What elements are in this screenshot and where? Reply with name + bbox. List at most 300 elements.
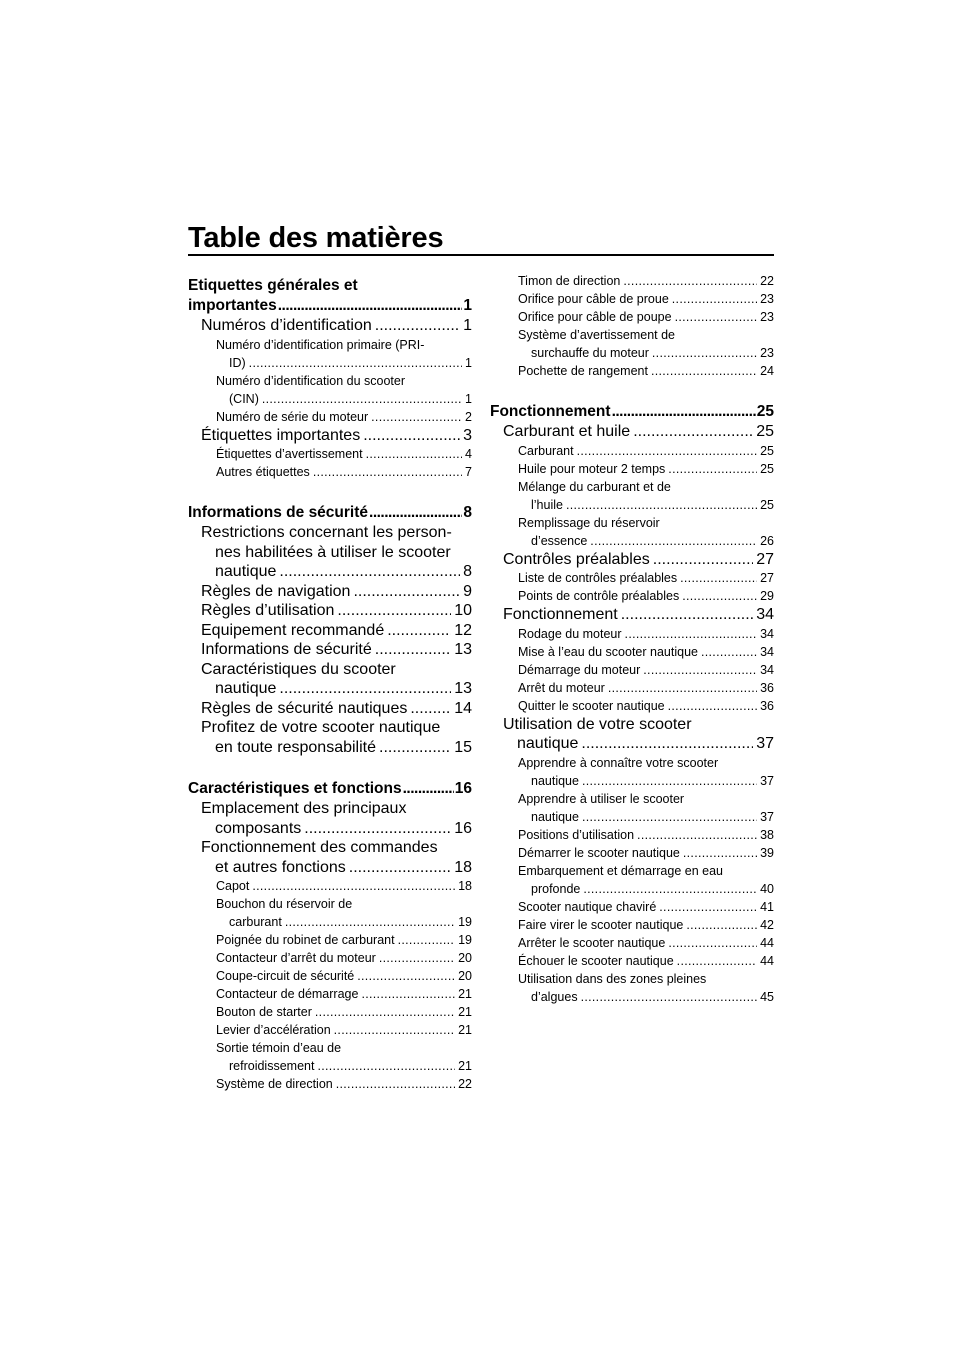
toc-entry-row [518, 880, 774, 898]
toc-subsection[interactable] [490, 272, 774, 290]
toc-entry-row [216, 1057, 472, 1075]
page-number: 21 [458, 1023, 472, 1037]
page-number: 25 [760, 497, 774, 512]
page-number: 15 [454, 738, 472, 756]
page-number: 25 [760, 443, 774, 458]
toc-entry-row [518, 272, 774, 290]
toc-subsection[interactable] [188, 445, 472, 463]
toc-entry-row [503, 422, 774, 442]
page-number: 21 [458, 1005, 472, 1019]
toc-entry-title-line: Bouchon du réservoir de [216, 897, 353, 911]
toc-entry-row [188, 779, 472, 799]
toc-entry-row [216, 408, 472, 426]
toc-subsection[interactable] [490, 862, 774, 898]
dot-leader [363, 426, 460, 446]
toc-subsection[interactable] [490, 569, 774, 587]
toc-column-right [490, 272, 774, 1006]
dot-leader [686, 916, 757, 934]
page-number: 34 [756, 606, 774, 623]
dot-leader [387, 621, 451, 641]
toc-subsection[interactable] [188, 985, 472, 1003]
toc-subsection[interactable] [188, 1021, 472, 1039]
dot-leader [566, 496, 757, 514]
toc-entry-title: nautique [215, 680, 277, 697]
dot-leader [590, 532, 757, 550]
toc-subsection[interactable] [490, 790, 774, 826]
toc-entry-row [518, 290, 774, 308]
page-number: 8 [463, 504, 472, 521]
toc-entry-title: Arrêt du moteur [518, 680, 605, 695]
dot-leader [262, 390, 462, 408]
toc-chapter[interactable] [188, 503, 472, 523]
toc-section[interactable] [188, 660, 472, 699]
toc-subsection[interactable] [490, 661, 774, 679]
toc-entry-title: profonde [531, 881, 581, 896]
toc-entry-row [518, 625, 774, 643]
toc-entry-title: Liste de contrôles préalables [518, 571, 678, 585]
toc-subsection[interactable] [188, 1075, 472, 1093]
page-number: 29 [760, 589, 774, 603]
page-number: 14 [454, 699, 472, 717]
toc-entry-title: en toute responsabilité [215, 738, 376, 756]
dot-leader [278, 296, 463, 316]
dot-leader [334, 1021, 455, 1039]
toc-section[interactable] [188, 316, 472, 336]
toc-entry-row [216, 390, 472, 408]
dot-leader [581, 988, 758, 1006]
toc-entry-title: Points de contrôle préalables [518, 589, 680, 603]
toc-entry-row [201, 640, 472, 660]
dot-leader [701, 643, 757, 661]
toc-entry-row [518, 344, 774, 362]
toc-entry-title-line: Fonctionnement des commandes [201, 839, 438, 856]
page-number: 3 [463, 426, 472, 444]
toc-entry-title: nautique [531, 809, 579, 824]
toc-subsection[interactable] [188, 372, 472, 408]
toc-entry-title: Numéro de série du moteur [216, 409, 369, 424]
toc-entry-row [518, 460, 774, 478]
toc-entry-title-line: Profitez de votre scooter nautique [201, 719, 441, 736]
toc-section[interactable] [188, 799, 472, 838]
toc-subsection[interactable] [490, 326, 774, 362]
dot-leader [371, 408, 462, 426]
toc-entry-row [216, 931, 472, 949]
toc-entry-title-line: Apprendre à connaître votre scooter [518, 755, 719, 770]
toc-entry-row [201, 601, 472, 621]
toc-entry-title-line: Embarquement et démarrage en eau [518, 863, 723, 878]
dot-leader [680, 569, 757, 587]
toc-section[interactable] [490, 550, 774, 570]
dot-leader [315, 1003, 455, 1021]
page-number: 25 [756, 423, 774, 440]
toc-entry-title: Orifice pour câble de poupe [518, 310, 672, 324]
dot-leader [668, 697, 757, 715]
toc-entry-title: Système de direction [216, 1077, 333, 1091]
page-number: 21 [458, 987, 472, 1001]
page-number: 34 [760, 644, 774, 659]
toc-subsection[interactable] [490, 643, 774, 661]
dot-leader [612, 402, 756, 422]
dot-leader [317, 1057, 455, 1075]
dot-leader [357, 967, 455, 985]
page-number: 44 [760, 953, 774, 968]
toc-subsection[interactable] [188, 967, 472, 985]
page-number: 2 [465, 409, 472, 424]
toc-entry-row [216, 1021, 472, 1039]
dot-leader [366, 445, 462, 463]
toc-entry-title: Positions d’utilisation [518, 827, 635, 842]
toc-subsection[interactable] [490, 290, 774, 308]
page-number: 18 [454, 858, 472, 876]
toc-entry-title: Démarrer le scooter nautique [518, 845, 680, 860]
toc-entry-row [518, 916, 774, 934]
dot-leader [677, 952, 757, 970]
dot-leader [651, 362, 757, 380]
dot-leader [581, 734, 753, 754]
toc-subsection[interactable] [490, 460, 774, 478]
toc-section[interactable] [188, 838, 472, 877]
toc-section[interactable] [188, 699, 472, 719]
toc-entry-row [188, 296, 472, 316]
toc-section[interactable] [188, 601, 472, 621]
toc-entry-title: nautique [531, 773, 579, 788]
toc-entry-row [518, 697, 774, 715]
toc-entry-title: Coupe-circuit de sécurité [216, 969, 355, 983]
toc-entry-row [518, 587, 774, 605]
toc-entry-title: Poignée du robinet de carburant [216, 933, 395, 947]
dot-leader [652, 344, 757, 362]
page-number: 19 [458, 933, 472, 947]
toc-subsection[interactable] [490, 308, 774, 326]
toc-section[interactable] [188, 718, 472, 757]
toc-subsection[interactable] [490, 826, 774, 844]
dot-leader [379, 949, 455, 967]
page-number: 45 [760, 989, 774, 1004]
toc-subsection[interactable] [490, 478, 774, 514]
toc-entry-title: Informations de sécurité [188, 504, 369, 521]
toc-entry-title: Règles de sécurité nautiques [201, 699, 408, 717]
chapter-spacer [490, 380, 774, 402]
toc-subsection[interactable] [188, 1039, 472, 1075]
dot-leader [577, 442, 758, 460]
dot-leader [668, 460, 757, 478]
toc-entry-title: (CIN) [229, 391, 259, 406]
toc-entry-row [518, 496, 774, 514]
toc-entry-title: Démarrage du moteur [518, 662, 641, 677]
page-number: 36 [760, 698, 774, 713]
toc-entry-title: l’huile [531, 497, 563, 512]
toc-subsection[interactable] [490, 970, 774, 1006]
toc-entry-row [518, 826, 774, 844]
toc-entry-row [490, 402, 774, 422]
toc-entry-row [201, 679, 472, 699]
toc-entry-title: Fonctionnement [490, 403, 611, 420]
toc-entry-row [216, 445, 472, 463]
toc-subsection[interactable] [490, 898, 774, 916]
toc-entry-title: composants [215, 819, 302, 837]
toc-chapter[interactable] [188, 276, 472, 316]
toc-entry-title: Contacteur de démarrage [216, 987, 359, 1001]
toc-entry-title: Règles d’utilisation [201, 602, 335, 619]
toc-entry-row [201, 426, 472, 446]
dot-leader [625, 625, 758, 643]
toc-entry-title: Règles de navigation [201, 582, 351, 600]
toc-entry-title: Échouer le scooter nautique [518, 953, 674, 968]
page-number: 36 [760, 680, 774, 695]
toc-entry-title: Caractéristiques et fonctions [188, 780, 402, 797]
title-divider [188, 254, 774, 256]
toc-entry-row [518, 988, 774, 1006]
toc-subsection[interactable] [490, 587, 774, 605]
toc-entry-title: Rodage du moteur [518, 626, 622, 641]
toc-subsection[interactable] [490, 514, 774, 550]
toc-subsection[interactable] [188, 408, 472, 426]
dot-leader [643, 661, 757, 679]
dot-leader [337, 601, 451, 621]
toc-entry-title-line: Système d’avertissement de [518, 328, 676, 342]
page-number: 20 [458, 951, 472, 965]
dot-leader [633, 422, 753, 442]
toc-subsection[interactable] [188, 877, 472, 895]
toc-chapter[interactable] [188, 779, 472, 799]
dot-leader [375, 640, 451, 660]
toc-entry-row [518, 934, 774, 952]
page-number: 38 [760, 827, 774, 842]
page-number: 9 [463, 582, 472, 600]
toc-entry-title: Equipement recommandé [201, 621, 385, 639]
toc-subsection[interactable] [188, 931, 472, 949]
toc-subsection[interactable] [490, 952, 774, 970]
dot-leader [608, 679, 757, 697]
page-number: 8 [463, 563, 472, 580]
dot-leader [637, 826, 757, 844]
toc-subsection[interactable] [188, 895, 472, 931]
page-number: 22 [458, 1077, 472, 1091]
page-number: 34 [760, 626, 774, 641]
page-number: 34 [760, 662, 774, 677]
dot-leader [375, 316, 460, 336]
dot-leader [313, 463, 462, 481]
toc-section[interactable] [188, 523, 472, 582]
page-number: 7 [465, 465, 472, 479]
toc-entry-row [201, 858, 472, 878]
page-number: 23 [760, 346, 774, 360]
toc-entry-row [201, 562, 472, 582]
page-number: 22 [760, 274, 774, 288]
toc-section[interactable] [188, 621, 472, 641]
toc-section[interactable] [490, 422, 774, 442]
toc-entry-row [201, 582, 472, 602]
toc-subsection[interactable] [490, 679, 774, 697]
toc-entry-title: nautique [215, 563, 277, 580]
toc-entry-row [503, 605, 774, 625]
dot-leader [379, 738, 451, 758]
toc-subsection[interactable] [490, 442, 774, 460]
toc-subsection[interactable] [188, 463, 472, 481]
dot-leader [369, 503, 462, 523]
dot-leader [349, 858, 451, 878]
toc-entry-row [216, 967, 472, 985]
toc-entry-row [216, 985, 472, 1003]
page-number: 20 [458, 969, 472, 983]
toc-column-left [188, 276, 472, 1093]
dot-leader [659, 898, 757, 916]
toc-entry-title: Timon de direction [518, 274, 621, 288]
dot-leader [583, 880, 757, 898]
toc-entry-title: carburant [229, 915, 282, 929]
toc-entry-row [518, 898, 774, 916]
toc-entry-title-line: Restrictions concernant les person- [201, 524, 452, 541]
toc-entry-title: Étiquettes d’avertissement [216, 447, 363, 461]
toc-entry-title: Contacteur d’arrêt du moteur [216, 951, 376, 965]
toc-subsection[interactable] [188, 1003, 472, 1021]
toc-entry-row [518, 643, 774, 661]
toc-entry-row [216, 949, 472, 967]
page-number: 27 [760, 571, 774, 585]
toc-section[interactable] [188, 640, 472, 660]
toc-entry-row [201, 316, 472, 336]
toc-entry-row [518, 808, 774, 826]
toc-entry-title-line: Emplacement des principaux [201, 800, 407, 817]
toc-entry-row [216, 1075, 472, 1093]
toc-entry-title: d’essence [531, 533, 588, 548]
toc-entry-title-line: Caractéristiques du scooter [201, 660, 396, 678]
page-number: 18 [458, 879, 472, 893]
toc-entry-row [201, 699, 472, 719]
page-number: 44 [760, 935, 774, 950]
dot-leader [623, 272, 757, 290]
toc-entry-row [518, 844, 774, 862]
chapter-spacer [188, 481, 472, 503]
toc-entry-title-line: Etiquettes générales et [188, 277, 358, 294]
toc-subsection[interactable] [490, 844, 774, 862]
toc-entry-row [201, 819, 472, 839]
toc-subsection[interactable] [490, 916, 774, 934]
page-number: 42 [760, 917, 774, 932]
dot-leader [252, 877, 455, 895]
toc-entry-title-line: Utilisation de votre scooter [503, 715, 692, 733]
dot-leader [336, 1075, 455, 1093]
page-number: 24 [760, 364, 774, 378]
toc-section[interactable] [188, 582, 472, 602]
page-number: 13 [454, 680, 472, 697]
page-number: 21 [458, 1059, 472, 1073]
toc-entry-row [216, 354, 472, 372]
toc-entry-title: Carburant et huile [503, 423, 631, 440]
dot-leader [279, 562, 460, 582]
toc-subsection[interactable] [490, 934, 774, 952]
toc-entry-title-line: Utilisation dans des zones pleines [518, 971, 707, 986]
dot-leader [683, 844, 757, 862]
toc-entry-row [518, 362, 774, 380]
page-number: 25 [760, 461, 774, 476]
page-number: 1 [463, 317, 472, 334]
toc-entry-row [216, 463, 472, 481]
toc-subsection[interactable] [188, 949, 472, 967]
toc-entry-title-line: Numéro d’identification primaire (PRI- [216, 337, 425, 352]
page-number: 41 [760, 899, 774, 914]
page-number: 37 [756, 735, 774, 752]
toc-entry-title: refroidissement [229, 1059, 315, 1073]
toc-entry-row [518, 442, 774, 460]
page-number: 19 [458, 915, 472, 929]
dot-leader [682, 587, 757, 605]
toc-entry-title: Numéros d’identification [201, 317, 372, 334]
toc-entry-row [201, 738, 472, 758]
dot-leader [675, 308, 758, 326]
dot-leader [279, 679, 451, 699]
toc-entry-row [518, 532, 774, 550]
toc-entry-row [518, 569, 774, 587]
toc-subsection[interactable] [188, 336, 472, 372]
toc-entry-row [201, 621, 472, 641]
dot-leader [403, 779, 454, 799]
toc-entry-title: Faire virer le scooter nautique [518, 917, 684, 932]
toc-entry-title: Orifice pour câble de proue [518, 292, 669, 306]
page-number: 23 [760, 310, 774, 324]
toc-entry-title: Contrôles préalables [503, 550, 650, 568]
toc-entry-title: Carburant [518, 443, 574, 458]
toc-entry-row [503, 734, 774, 754]
toc-entry-title-line: nes habilitées à utiliser le scooter [215, 543, 451, 561]
toc-subsection[interactable] [490, 754, 774, 790]
toc-entry-title: Fonctionnement [503, 606, 618, 623]
page-number: 27 [756, 550, 774, 568]
toc-section[interactable] [490, 715, 774, 754]
toc-entry-row [518, 679, 774, 697]
chapter-spacer [188, 757, 472, 779]
toc-entry-row [518, 952, 774, 970]
toc-entry-title: Étiquettes importantes [201, 426, 361, 444]
toc-section[interactable] [188, 426, 472, 446]
toc-section[interactable] [490, 605, 774, 625]
toc-entry-row [518, 308, 774, 326]
page-number: 26 [760, 533, 774, 548]
dot-leader [410, 699, 451, 719]
page-number: 1 [465, 355, 472, 370]
toc-subsection[interactable] [490, 625, 774, 643]
dot-leader [582, 772, 757, 790]
dot-leader [285, 913, 455, 931]
toc-subsection[interactable] [490, 362, 774, 380]
toc-entry-title: Arrêter le scooter nautique [518, 935, 666, 950]
page-title: Table des matières [188, 222, 444, 254]
toc-entry-title-line: Apprendre à utiliser le scooter [518, 791, 685, 806]
page-number: 16 [454, 819, 472, 837]
toc-entry-title-line: Mélange du carburant et de [518, 479, 671, 494]
page-number: 1 [465, 391, 472, 406]
toc-entry-title: Huile pour moteur 2 temps [518, 461, 666, 476]
toc-entry-title-line: Remplissage du réservoir [518, 515, 660, 530]
toc-entry-title: Capot [216, 879, 250, 893]
dot-leader [672, 290, 757, 308]
page-number: 37 [760, 809, 774, 824]
page-number: 1 [463, 297, 472, 314]
toc-entry-row [216, 877, 472, 895]
toc-entry-row [216, 913, 472, 931]
page-number: 40 [760, 881, 774, 896]
dot-leader [668, 934, 757, 952]
toc-entry-title: Mise à l’eau du scooter nautique [518, 644, 698, 659]
toc-entry-title: et autres fonctions [215, 858, 346, 876]
page-number: 23 [760, 292, 774, 306]
toc-entry-title: Pochette de rangement [518, 364, 648, 378]
toc-entry-title: d’algues [531, 989, 578, 1004]
toc-chapter[interactable] [490, 402, 774, 422]
toc-entry-row [503, 550, 774, 570]
dot-leader [582, 808, 757, 826]
toc-subsection[interactable] [490, 697, 774, 715]
